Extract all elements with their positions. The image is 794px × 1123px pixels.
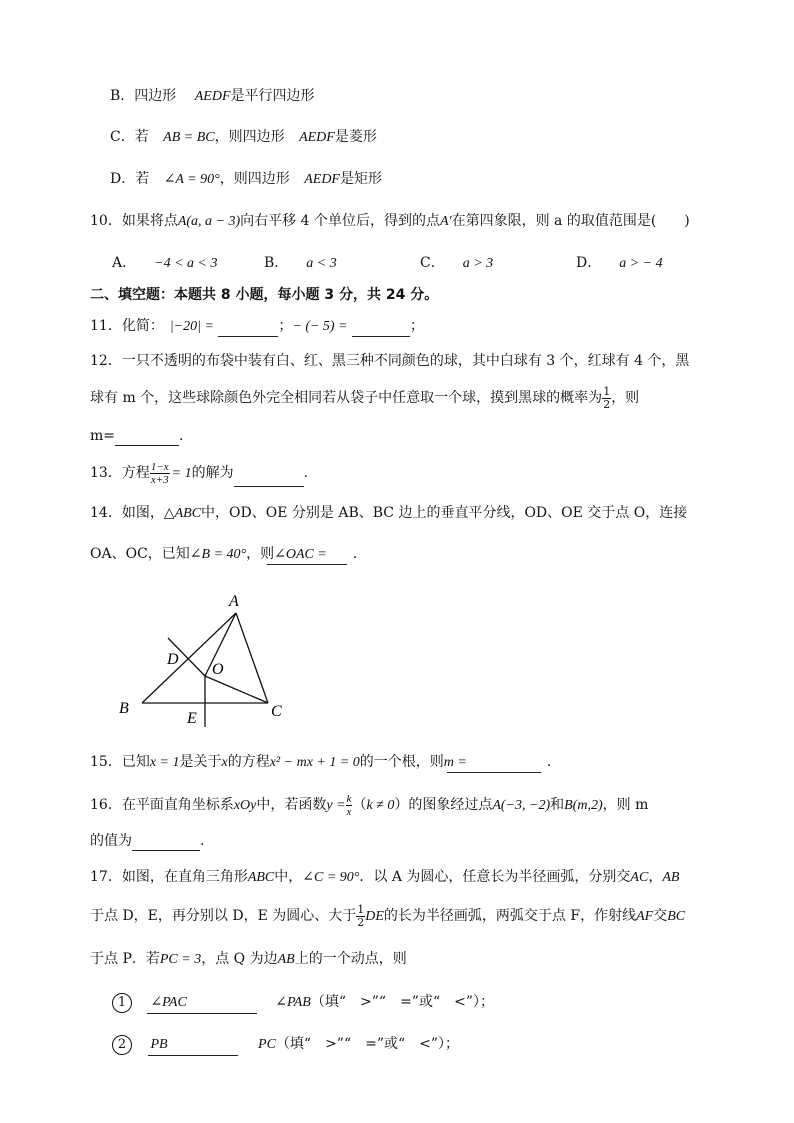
label-c: C [271,703,282,720]
q10-option-c: C． a > 3 [420,255,494,271]
label-e: E [187,710,197,727]
q12-line-3: m= . [90,428,184,444]
label-o: O [212,661,224,678]
label-b: B [119,700,129,717]
q9-option-b: B．四边形 AEDF是平行四边形 [110,88,315,104]
q10-option-d: D． a > − 4 [576,255,663,271]
q12-fraction: $\frac{1}{2}$ [603,384,611,411]
q16-blank[interactable] [132,834,200,851]
q14-line-1: 14．如图，△ABC中，OD、OE 分别是 AB、BC 边上的垂直平分线，OD、OE 交于点 O，连接 [90,505,688,521]
q17-line-1: 17．如图，在直角三角形ABC中，∠C = 90°．以 A 为圆心，任意长为半径画弧，分别交AC，AB [90,869,680,885]
side-ab [142,613,236,703]
segment-oc [205,676,268,703]
q12-blank[interactable] [115,429,179,446]
label-d: D [167,651,179,668]
q17-line-3: 于点 P．若PC = 3，点 Q 为边AB上的一个动点，则 [90,951,407,967]
q12-line-1: 12．一只不透明的布袋中装有白、红、黑三种不同颜色的球，其中白球有 3 个，红球有 4 个，黑 [90,353,690,369]
q13: 13．方程 $\frac{1-x}{x+3}$ = 1的解为 . [90,460,309,486]
q10-stem: 10．如果将点A(a, a − 3)向右平移 4 个单位后，得到的点A′在第四象限，则 a 的取值范围是( ) [90,213,690,229]
q11-blank-1[interactable] [218,320,278,337]
q16-line-2: 的值为 . [90,833,205,849]
q17-fraction: $\frac{1}{2}$ [357,902,365,929]
q11: 11．化简： |−20| = ；− (− 5) = ； [90,316,424,337]
q16-line-1: 16．在平面直角坐标系xOy中，若函数y = $\frac{k}{x}$ （k ≠ 0）的图象经过点A(−3, −2)和B(m,2)，则 m [90,792,649,818]
q16-fraction: $\frac{k}{x}$ [346,792,352,818]
q14-blank[interactable] [267,548,347,565]
q14-line-2: OA、OC，已知∠B = 40°，则∠OAC = . [90,544,357,565]
q15: 15．已知x = 1是关于x的方程x² − mx + 1 = 0的一个根，则m = . [90,752,551,773]
q11-blank-2[interactable] [352,320,410,337]
circled-number-1: 1 [112,993,132,1013]
q17-sub-2: 2 PB PC（填“ >”“ =”或“ <”）； [112,1033,459,1056]
q17-sub-1: 1 ∠PAC ∠PAB（填“ >”“ =”或“ <”）； [112,991,494,1014]
label-a: A [229,593,239,610]
q10-option-b: B． a < 3 [264,255,337,271]
q13-blank[interactable] [234,470,304,487]
circled-number-2: 2 [112,1035,132,1055]
triangle-figure [110,585,300,730]
section-heading: 二、填空题：本题共 8 小题，每小题 3 分，共 24 分。 [90,287,439,303]
q17-sub2-blank[interactable] [148,1039,238,1056]
q15-blank[interactable] [447,756,541,773]
side-ac [236,613,268,703]
q9-option-c: C．若 AB = BC，则四边形 AEDF是菱形 [110,129,377,145]
q12-line-2: 球有 m 个，这些球除颜色外完全相同若从袋子中任意取一个球，摸到黑球的概率为 $\frac{1}{2}$ ，则 [90,384,640,411]
q13-fraction: $\frac{1-x}{x+3}$ [150,460,169,486]
q10-option-a: A． −4 < a < 3 [112,255,218,271]
q17-sub1-blank[interactable] [147,997,257,1014]
q17-line-2: 于点 D，E，再分别以 D，E 为圆心、大于 $\frac{1}{2}$ DE的长为半径画弧，两弧交于点 F，作射线AF交BC [90,902,686,929]
q9-option-d: D．若 ∠A = 90°，则四边形 AEDF是矩形 [110,171,382,187]
